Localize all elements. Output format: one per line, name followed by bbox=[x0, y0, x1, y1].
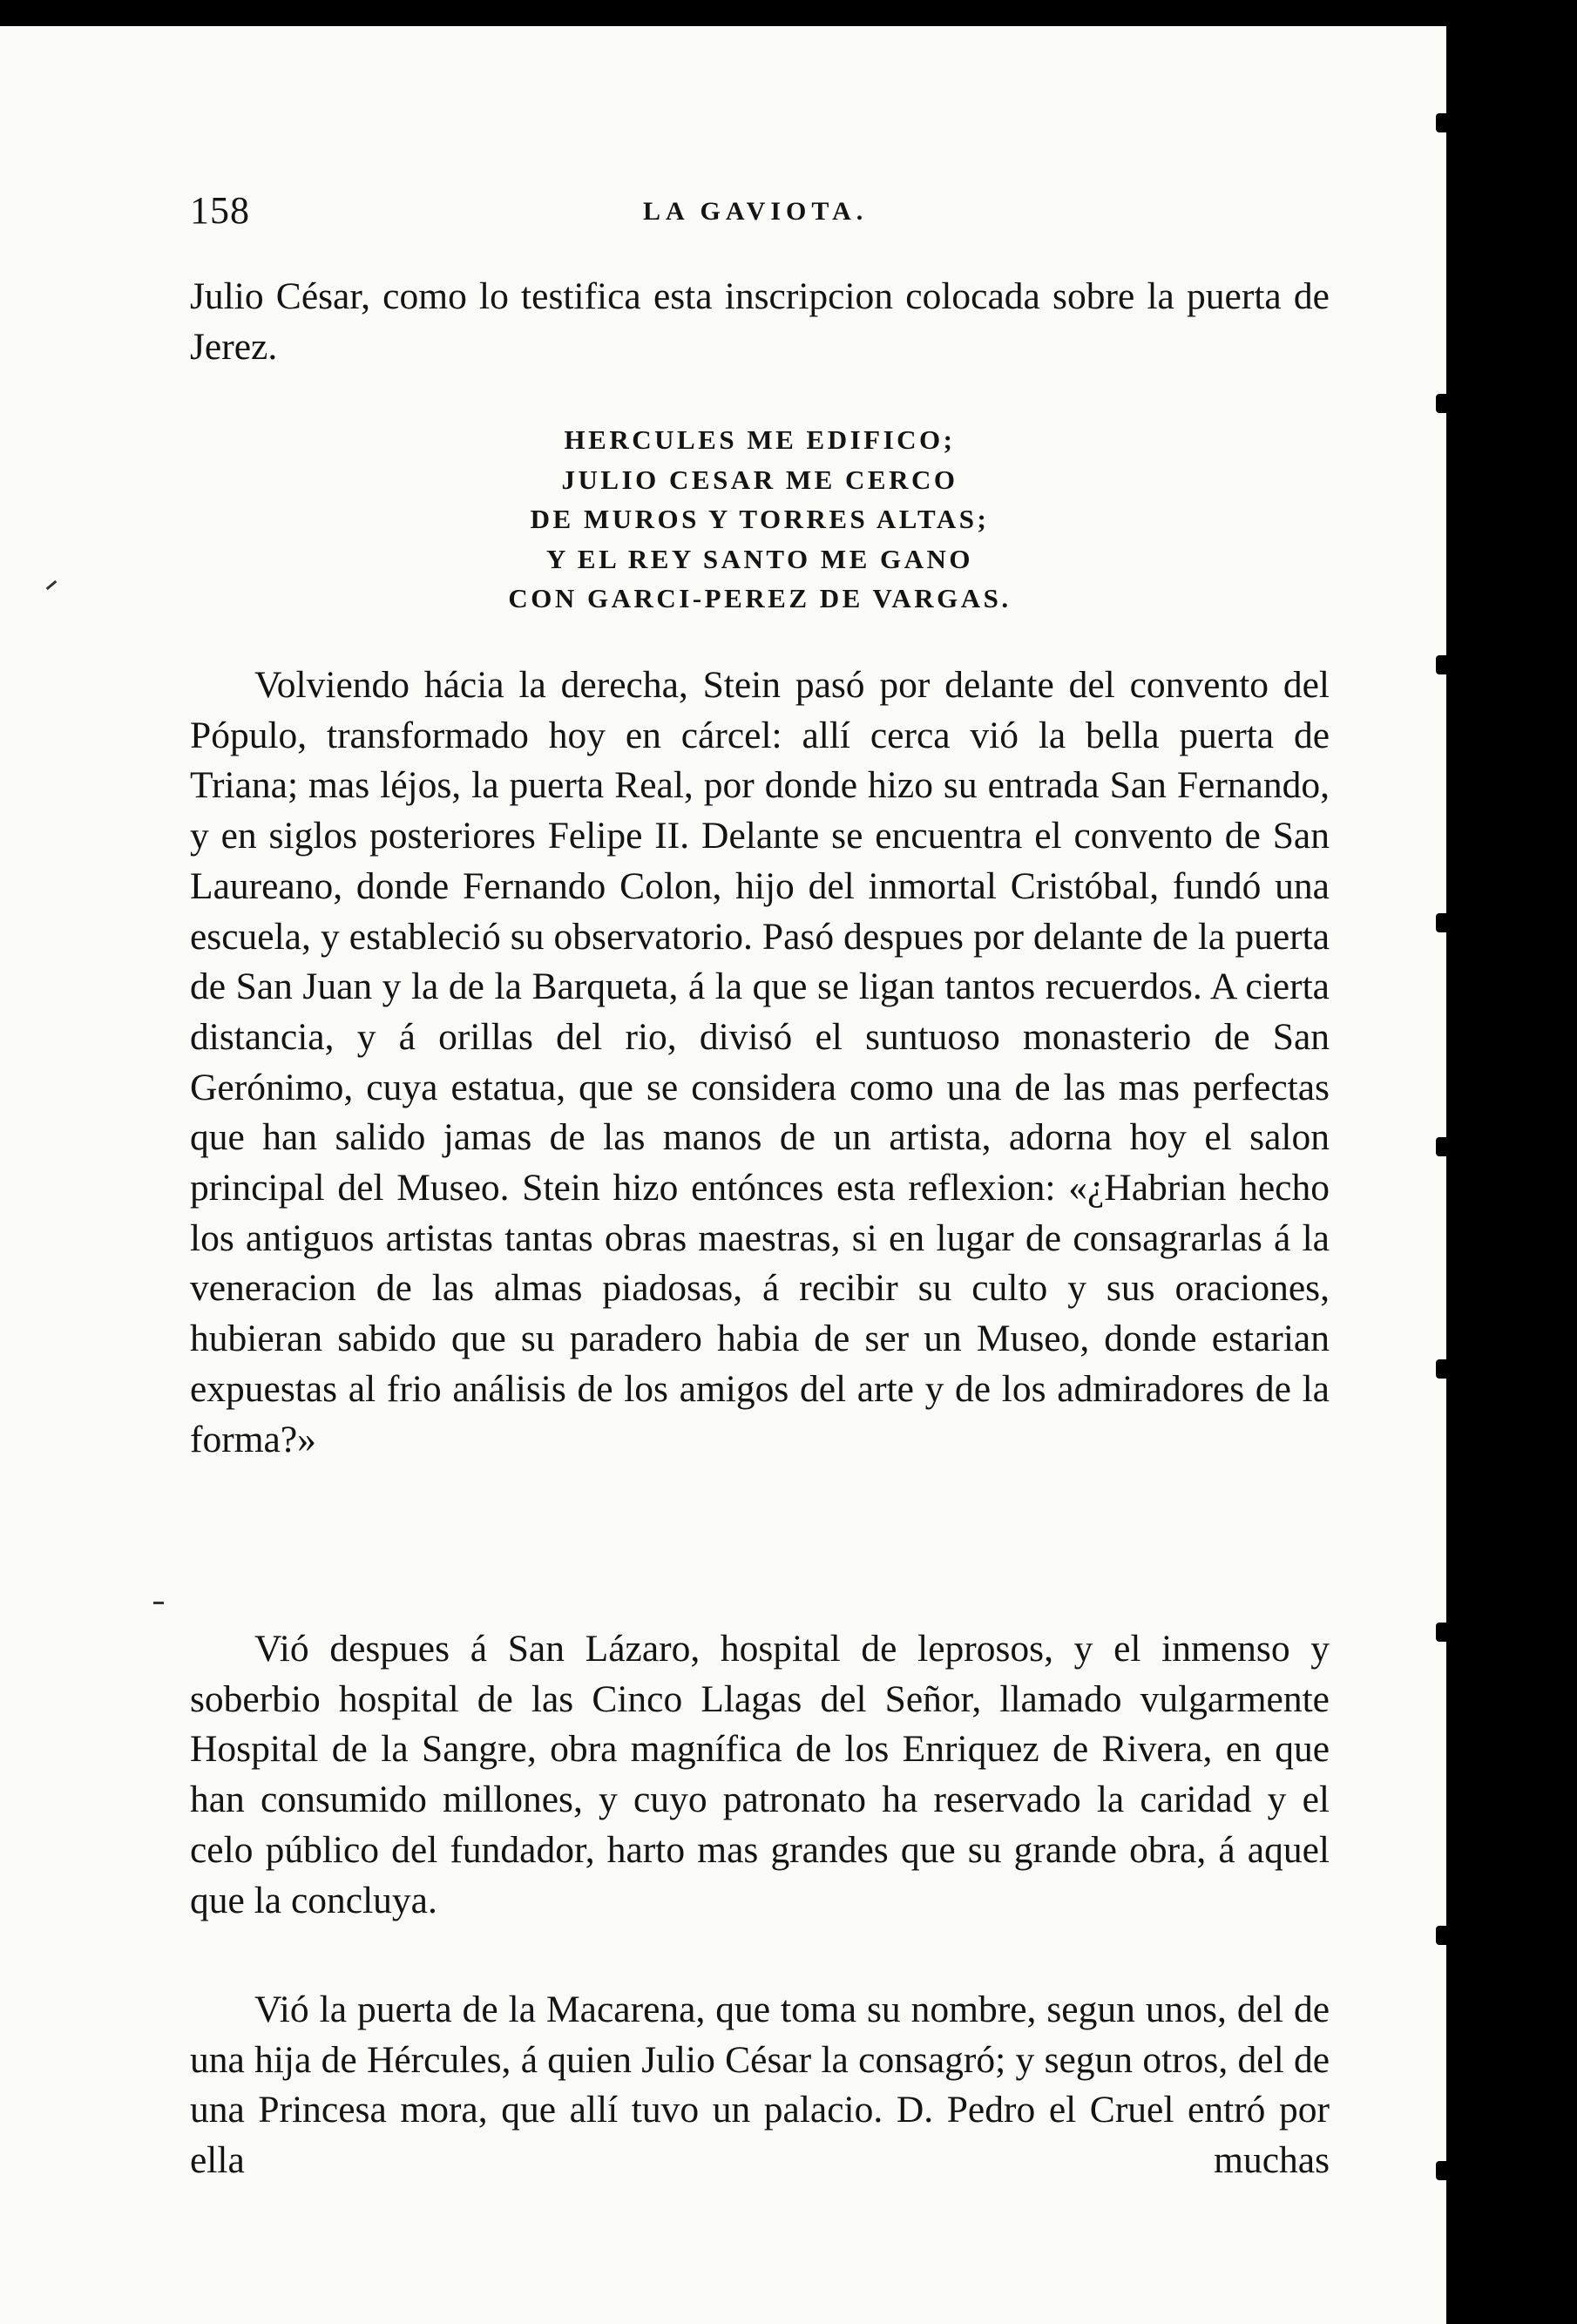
scan-right-border bbox=[1446, 26, 1577, 2324]
scan-edge-mark bbox=[1436, 1623, 1448, 1642]
inscription-line: JULIO CESAR ME CERCO bbox=[561, 464, 958, 495]
scan-edge-mark bbox=[1436, 394, 1448, 413]
page-number: 158 bbox=[190, 189, 250, 232]
inscription-line: CON GARCI-PEREZ DE VARGAS. bbox=[508, 583, 1012, 613]
running-title: LA GAVIOTA. bbox=[643, 197, 869, 226]
book-page bbox=[0, 26, 1446, 2324]
inscription-line: DE MUROS Y TORRES ALTAS; bbox=[530, 504, 990, 534]
page-header bbox=[190, 188, 1330, 241]
scan-speck bbox=[46, 580, 58, 590]
scan-edge-mark bbox=[1436, 655, 1448, 674]
intro-text: Julio César, como lo testifica esta inscripcion colocada sobre la puerta de Jerez. bbox=[190, 275, 1330, 368]
paragraph: Vió despues á San Lázaro, hospital de leprosos, y el inmenso y soberbio hospital de las Cinco Llagas del Señor, llamado vulgarmente Hospital de la Sangre, obra magnífica de los Enriquez de Rivera, en que han consumido millones, y cuyo patronato ha reservado la caridad y el celo público del fundador, harto mas grandes que su grande obra, á aquel que la concluya. bbox=[190, 1628, 1330, 1921]
inscription-line: Y EL REY SANTO ME GANO bbox=[545, 543, 974, 574]
paragraph: Vió la puerta de la Macarena, que toma su nombre, segun unos, del de una hija de Hércules, á quien Julio César la consagró; y segun otros, del de una Princesa mora, que allí tuvo un palacio. D. Pedro el Cruel entró por ella muchas bbox=[190, 1989, 1330, 2182]
scan-edge-mark bbox=[1436, 113, 1448, 132]
scan-edge-mark bbox=[1436, 2161, 1448, 2180]
scan-speck bbox=[153, 1602, 164, 1604]
paragraph: Volviendo hácia la derecha, Stein pasó por delante del convento del Pópulo, transformado hoy en cárcel: allí cerca vió la bella puerta de Triana; mas léjos, la puerta Real, por donde hizo su entrada San Fernando, y en siglos posteriores Felipe II. Delante se encuentra el convento de San Laureano, donde Fernando Colon, hijo del inmortal Cristóbal, fundó una escuela, y estableció su observatorio. Pasó despues por delante de la puerta de San Juan y la de la Barqueta, á la que se ligan tantos recuerdos. A cierta distancia, y á orillas del rio, divisó el suntuoso monasterio de San Gerónimo, cuya estatua, que se considera como una de las mas perfectas que han salido jamas de las manos de un artista, adorna hoy el salon principal del Museo. Stein hizo entónces esta reflexion: «¿Habrian hecho los antiguos artistas tantas obras maestras, si en lugar de consagrarlas á la veneracion de las almas piadosas, á recibir su culto y sus oraciones, hubieran sabido que su paradero habia de ser un Museo, donde estarian expuestas al frio análisis de los amigos del arte y de los admiradores de la forma?» bbox=[190, 664, 1330, 1460]
inscription bbox=[190, 420, 1330, 619]
scan-edge-mark bbox=[1436, 913, 1448, 932]
scan-edge-mark bbox=[1436, 1926, 1448, 1945]
inscription-line: HERCULES ME EDIFICO; bbox=[564, 424, 956, 455]
scan-edge-mark bbox=[1436, 1137, 1448, 1156]
scan-top-border bbox=[0, 0, 1577, 26]
scan-edge-mark bbox=[1436, 1359, 1448, 1379]
